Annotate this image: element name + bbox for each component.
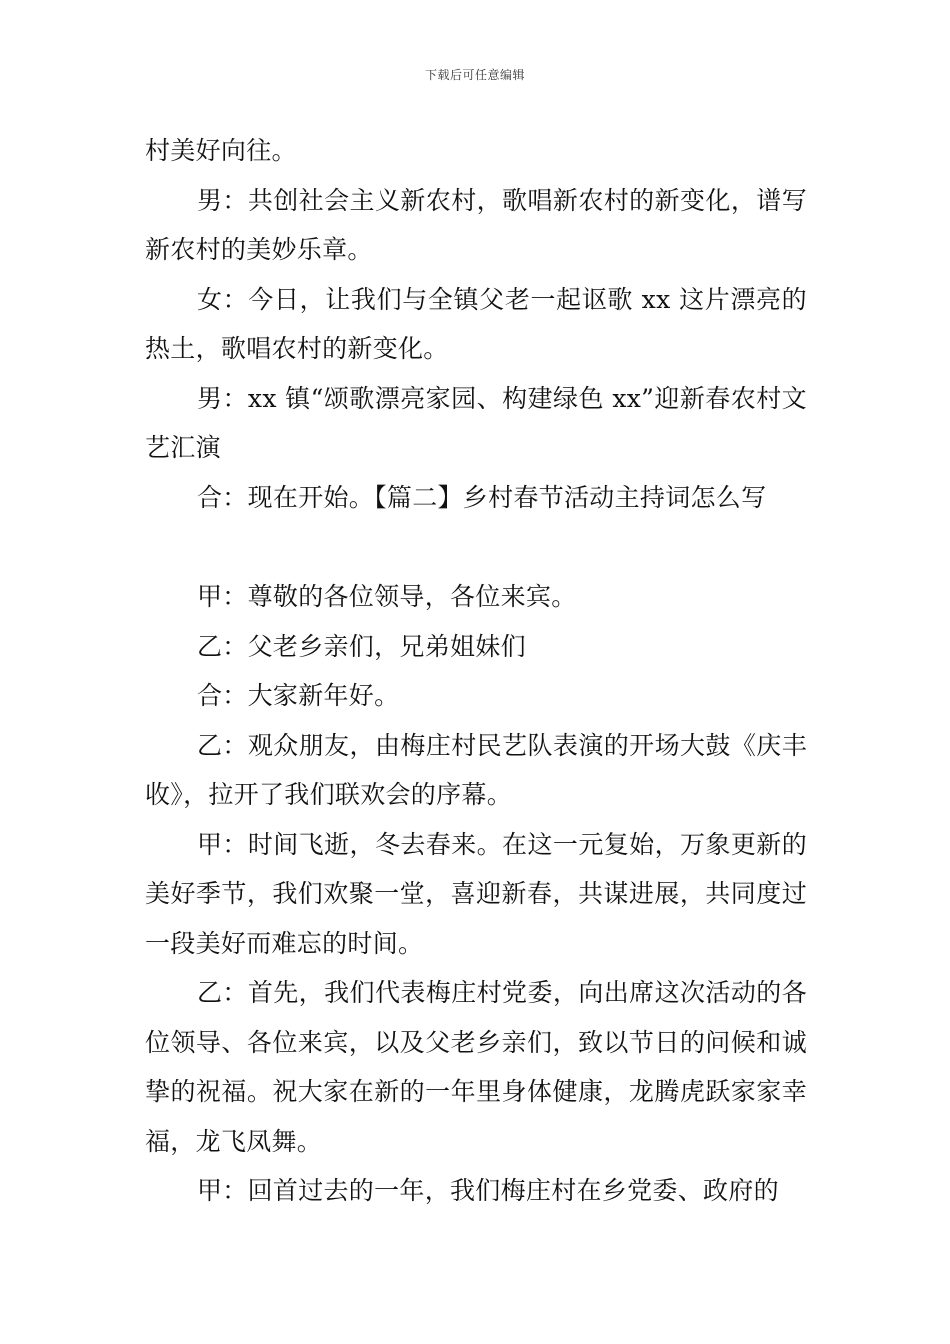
paragraph: 乙：观众朋友，由梅庄村民艺队表演的开场大鼓《庆丰收》，拉开了我们联欢会的序幕。 <box>145 730 807 809</box>
page-header-note: 下载后可任意编辑 <box>424 68 525 82</box>
paragraph-gap <box>145 522 807 572</box>
paragraph: 乙：父老乡亲们，兄弟姐妹们 <box>197 631 526 661</box>
paragraph: 男：共创社会主义新农村，歌唱新农村的新变化，谱写新农村的美妙乐章。 <box>145 185 807 264</box>
paragraph: 男：xx 镇“颂歌漂亮家园、构建绿色 xx”迎新春农村文艺汇演 <box>145 383 807 462</box>
paragraph: 甲：时间飞逝，冬去春来。在这一元复始，万象更新的美好季节，我们欢聚一堂，喜迎新春，共谋进展，共同度过一段美好而难忘的时间。 <box>145 829 807 958</box>
paragraph: 甲：回首过去的一年，我们梅庄村在乡党委、政府的 <box>197 1176 779 1205</box>
paragraph: 村美好向往。 <box>145 136 297 165</box>
paragraph: 女：今日，让我们与全镇父老一起讴歌 xx 这片漂亮的热土，歌唱农村的新变化。 <box>145 284 807 363</box>
paragraph: 合：大家新年好。 <box>197 681 400 710</box>
document-body <box>145 126 807 1216</box>
paragraph: 乙：首先，我们代表梅庄村党委，向出席这次活动的各位领导、各位来宾，以及父老乡亲们，致以节日的问候和诚挚的祝福。祝大家在新的一年里身体健康，龙腾虎跃家家幸福，龙飞凤舞。 <box>145 978 807 1156</box>
paragraph: 合：现在开始。【篇二】乡村春节活动主持词怎么写 <box>197 482 767 512</box>
paragraph: 甲：尊敬的各位领导，各位来宾。 <box>197 582 577 611</box>
